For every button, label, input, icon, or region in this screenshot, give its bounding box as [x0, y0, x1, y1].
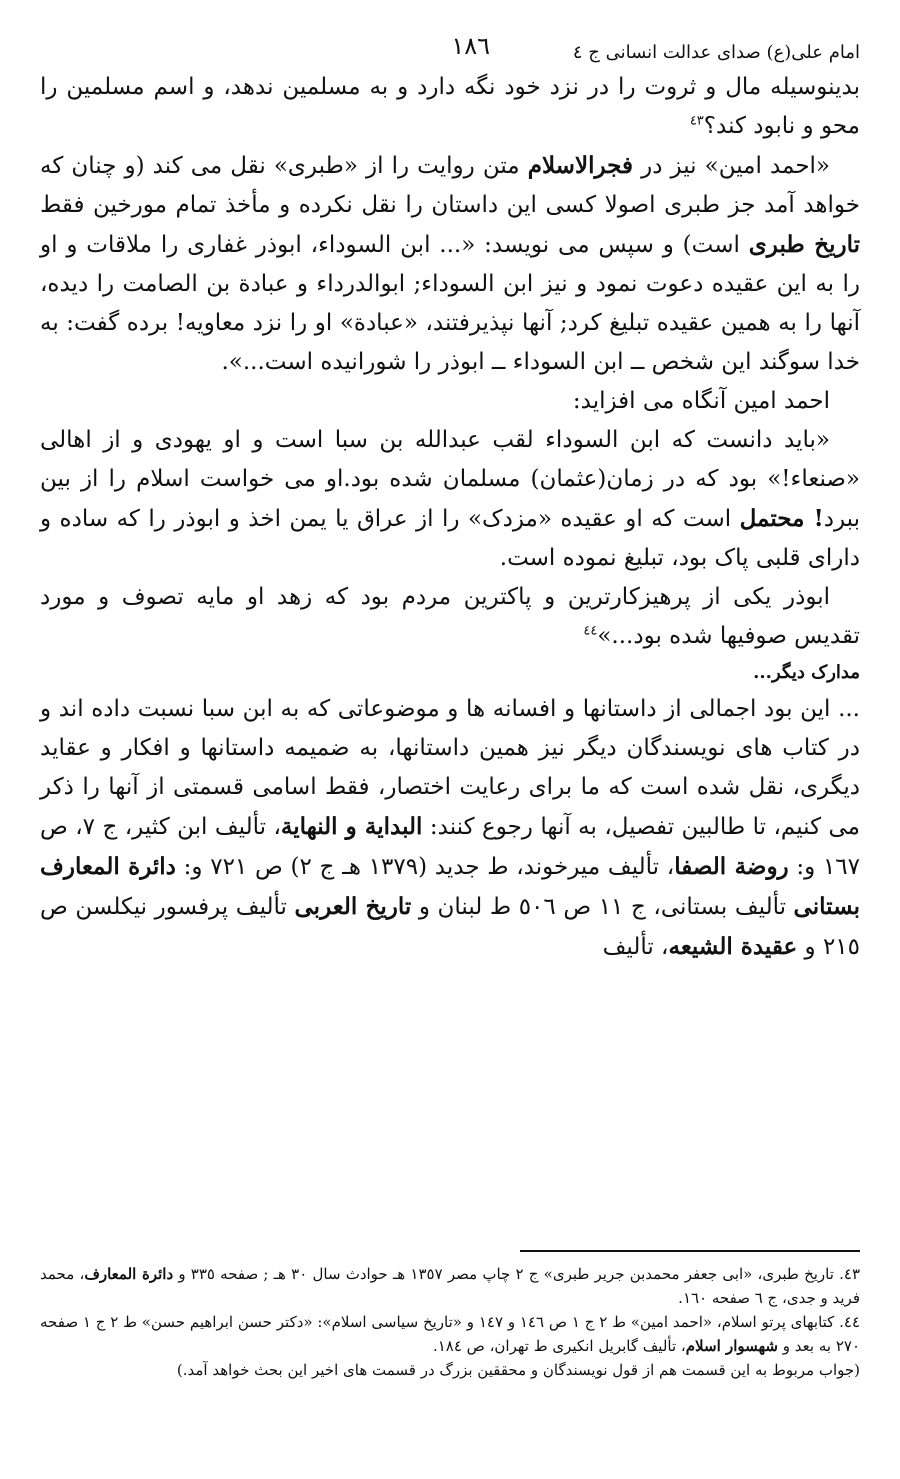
footnote-note: (جواب مربوط به این قسمت هم از قول نویسندگان و محققین بزرگ در قسمت های اخیر این بحث خواهد آمد.)	[176, 1361, 860, 1379]
paragraph-6: ... این بود اجمالی از داستانها و افسانه ها و موضوعاتی که به ابن سبا نسبت داده اند و در کتاب های نویسندگان دیگر نیز همین داستانها، به ضمیمه داستانها و افکار و عقاید دیگری، نقل شده است که ما برای رعایت اختصار، فقط اسامی قسمتی از آنها را ذکر می کنیم، تا طالبین تفصیل، به آنها رجوع کنند: البدایة و النهایة، تألیف ابن کثیر، ج ٧، ص ١٦٧ و: روضة الصفا، تألیف میرخوند، ط جدید (١٣٧٩ هـ ج ٢) ص ٧٢١ و: دائرة المعارف بستانی تألیف بستانی، ج ١١ ص ٥٠٦ ط لبنان و تاریخ العربی تألیف پرفسور نیکلسن ص ٢١٥ و عقیدة الشیعه، تألیف	[40, 696, 861, 960]
book-title-aqidat-al-shia: عقیدة الشیعه	[668, 933, 798, 960]
page-number: ١٨٦	[451, 32, 490, 60]
book-title-tarikh-arabi: تاریخ العربی	[294, 893, 412, 920]
footnote-44: ٤٤. کتابهای پرتو اسلام، «احمد امین» ط ٢ ج ١ ص ١٤٦ و ١٤٧ و «تاریخ سیاسی اسلام»: «دکتر حسن ابراهیم حسن» ط ٢ ج ١ صفحه ٢٧٠ به بعد و شهسوار اسلام، تألیف گابریل انکیری ط تهران، ص ١٨٤.	[40, 1313, 861, 1355]
footnotes	[40, 1262, 860, 1382]
running-header	[40, 28, 860, 68]
paragraph-4: «باید دانست که ابن السوداء لقب عبدالله بن سبا است و او یهودی و از اهالی «صنعاء!» بود که در زمان(عثمان) مسلمان شده بود.او می خواست اسلام را از بین ببرد! محتمل است که او عقیده «مزدک» را از عراق یا یمن اخذ و ابوذر را که ساده و دارای قلبی پاک بود، تبلیغ نموده است.	[40, 427, 860, 571]
footnote-divider	[520, 1250, 860, 1252]
running-header-title: امام علی(ع) صدای عدالت انسانی ج ٤	[572, 42, 860, 63]
book-title-fajr-al-islam: فجرالاسلام	[527, 152, 633, 179]
footnote-43: ٤٣. تاریخ طبری، «ابی جعفر محمدبن جریر طبری» ج ٢ چاپ مصر ١٣٥٧ هـ حوادث سال ٣٠ هـ ; صفحه ٣٣٥ و دائرة المعارف، محمد فرید و جدی، ج ٦ صفحه ١٦٠.	[40, 1265, 861, 1307]
paragraph-5: ابوذر یکی از پرهیزکارترین و پاکترین مردم بود که زهد او مایه تصوف و مورد تقدیس صوفیها شده بود...»$^{٤٤}$	[40, 584, 860, 649]
book-title-bustani: دائرة المعارف بستانی	[40, 853, 860, 920]
paragraph-3: احمد امین آنگاه می افزاید:	[572, 388, 830, 414]
book-title-rawdat-al-safa: روضة الصفا	[674, 853, 789, 880]
section-heading: مدارک دیگر...	[753, 662, 860, 683]
paragraph-1: بدینوسیله مال و ثروت را در نزد خود نگه دارد و به مسلمین ندهد، و اسم مسلمین را محو و نابود کند؟$^{٤٣}$	[40, 74, 860, 139]
footnote-ref-44[interactable]: ٤٤	[583, 623, 598, 639]
footnote-ref-43[interactable]: ٤٣	[689, 113, 704, 129]
paragraph-2: «احمد امین» نیز در فجرالاسلام متن روایت را از «طبری» نقل می کند (و چنان که خواهد آمد جز طبری اصولا کسی این داستان را نقل نکرده و مأخذ تمام مورخین فقط تاریخ طبری است) و سپس می نویسد: «... ابن السوداء، ابوذر غفاری را ملاقات و او را به این عقیده دعوت نمود و نیز ابن السوداء; ابوالدرداء و عبادة بن الصامت را دیده، آنها را به همین عقیده تبلیغ کرد; آنها نپذیرفتند، «عبادة» او را نزد معاویه! برده گفت: به خدا سوگند این شخص ــ ابن السوداء ــ ابوذر را شورانیده است...».	[40, 152, 860, 375]
book-title-bidaya: البدایة و النهایة	[280, 813, 423, 840]
book-title-tarikh-tabari: تاریخ طبری	[748, 231, 860, 258]
body-text	[40, 68, 860, 967]
document-page	[40, 28, 861, 1379]
